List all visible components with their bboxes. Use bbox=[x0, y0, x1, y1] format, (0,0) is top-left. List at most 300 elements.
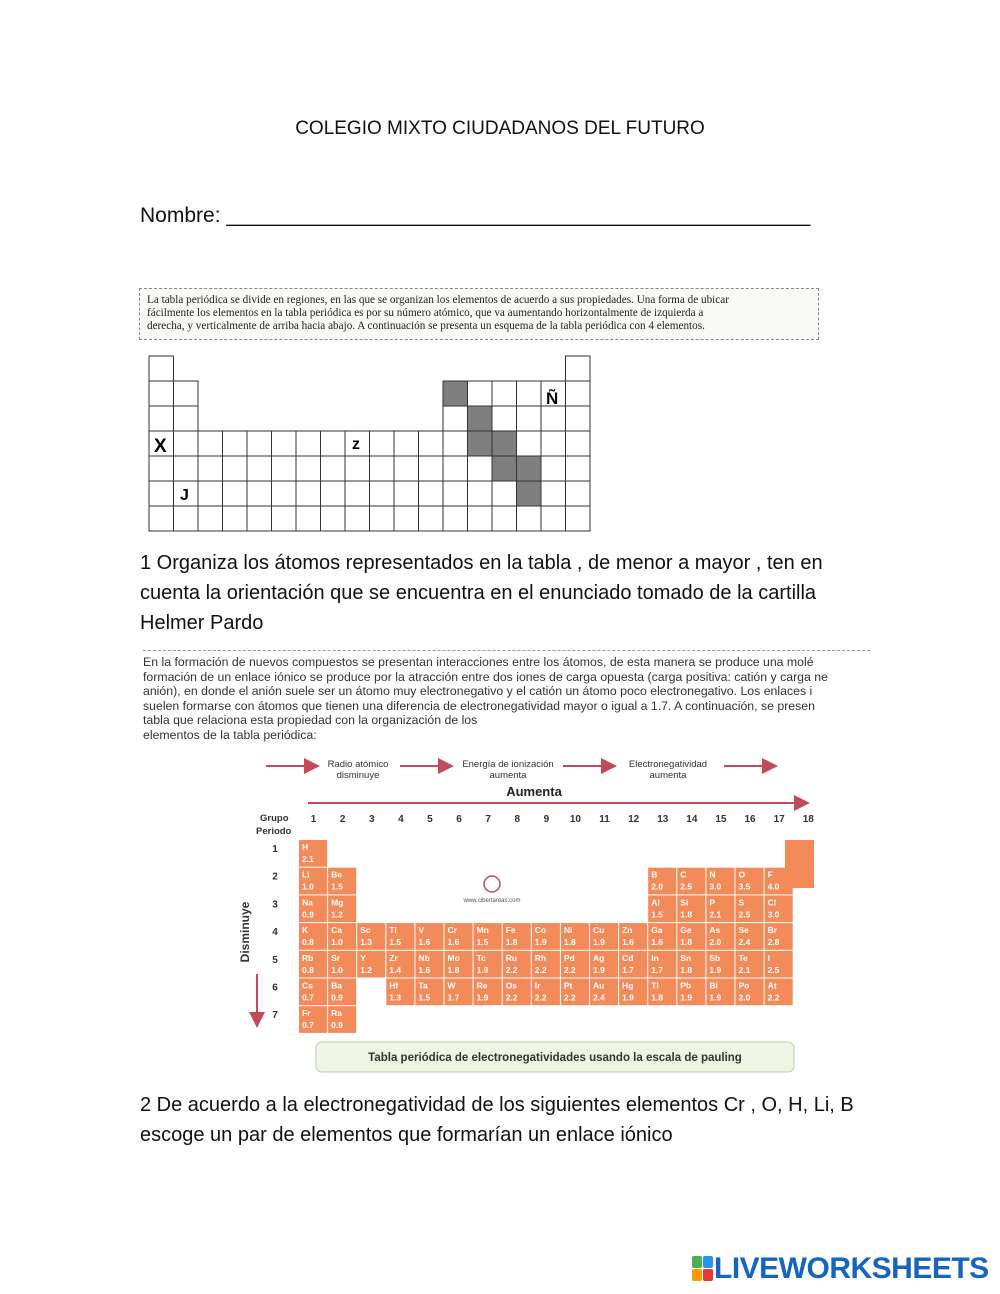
schema-cell bbox=[223, 506, 248, 531]
element-electronegativity: 4.0 bbox=[767, 881, 780, 892]
disminuye-label: Disminuye bbox=[238, 901, 252, 963]
element-electronegativity: 2.8 bbox=[767, 937, 780, 948]
schema-cell bbox=[443, 431, 468, 456]
element-cell bbox=[386, 923, 414, 950]
schema-cell bbox=[419, 431, 444, 456]
ionic-line: suelen formarse con átomos que tienen una diferencia de electronegatividad mayor o igual a 1.7. A continuación, se presen bbox=[143, 698, 815, 713]
schema-cell bbox=[198, 456, 223, 481]
element-symbol: Cu bbox=[593, 925, 605, 936]
element-symbol: Sc bbox=[360, 925, 371, 936]
period-label: 5 bbox=[272, 954, 278, 966]
element-electronegativity: 2.1 bbox=[709, 909, 722, 920]
element-symbol: Fr bbox=[302, 1008, 311, 1019]
element-cell bbox=[503, 979, 531, 1006]
element-cell bbox=[415, 979, 443, 1006]
element-symbol: Ti bbox=[389, 925, 397, 936]
element-symbol: B bbox=[651, 869, 658, 880]
schema-cell bbox=[541, 406, 566, 431]
element-cell bbox=[736, 923, 764, 950]
element-electronegativity: 1.9 bbox=[593, 937, 605, 948]
element-cell bbox=[474, 951, 502, 978]
element-electronegativity: 1.8 bbox=[505, 937, 518, 948]
element-electronegativity: 1.0 bbox=[331, 937, 343, 948]
element-cell bbox=[386, 979, 414, 1006]
schema-cell bbox=[321, 456, 346, 481]
element-cell bbox=[677, 868, 705, 895]
element-cell bbox=[561, 951, 589, 978]
element-cell bbox=[619, 951, 647, 978]
schema-cell bbox=[223, 456, 248, 481]
schema-cell bbox=[223, 431, 248, 456]
element-electronegativity: 1.8 bbox=[680, 964, 693, 975]
element-electronegativity: 2.0 bbox=[738, 992, 751, 1003]
schema-cell bbox=[443, 456, 468, 481]
schema-cell bbox=[321, 506, 346, 531]
period-label: 3 bbox=[272, 899, 278, 911]
schema-cell bbox=[370, 456, 395, 481]
element-electronegativity: 1.8 bbox=[447, 964, 460, 975]
element-electronegativity: 2.5 bbox=[767, 964, 780, 975]
element-electronegativity: 1.9 bbox=[622, 992, 634, 1003]
period-label: 1 bbox=[272, 844, 278, 855]
schema-shaded-cell bbox=[468, 406, 493, 431]
schema-cell bbox=[566, 381, 591, 406]
element-symbol: Zr bbox=[389, 952, 398, 963]
element-symbol: Br bbox=[767, 925, 778, 936]
ionic-line: formación de un enlace iónico se produce por la atracción entre dos iones de carga opuesta (carga positiva: catión y carga ne bbox=[143, 669, 828, 684]
element-cell bbox=[619, 979, 647, 1006]
element-cell bbox=[532, 979, 560, 1006]
schema-cell bbox=[566, 456, 591, 481]
schema-cell bbox=[345, 456, 370, 481]
schema-cell bbox=[517, 406, 542, 431]
element-cell bbox=[299, 840, 327, 867]
element-symbol: S bbox=[738, 897, 745, 908]
element-symbol: Ca bbox=[331, 925, 342, 936]
group-label: 2 bbox=[339, 814, 346, 825]
element-symbol: As bbox=[709, 925, 721, 936]
element-symbol: Be bbox=[331, 869, 342, 880]
element-electronegativity: 2.2 bbox=[563, 992, 576, 1003]
ionic-text-border bbox=[143, 650, 870, 651]
name-label: Nombre: bbox=[140, 204, 227, 227]
element-symbol: Bi bbox=[709, 980, 718, 991]
element-electronegativity: 1.9 bbox=[476, 992, 489, 1003]
aumenta-label: Aumenta bbox=[506, 784, 562, 799]
element-electronegativity: 1.9 bbox=[709, 964, 722, 975]
trend-ionization-line1: Energía de ionización bbox=[462, 759, 554, 770]
element-symbol: C bbox=[680, 869, 687, 880]
element-symbol: W bbox=[447, 980, 456, 991]
schema-cell bbox=[370, 431, 395, 456]
element-cell bbox=[415, 951, 443, 978]
group-label: 16 bbox=[744, 814, 756, 825]
group-label: 11 bbox=[599, 814, 610, 825]
element-electronegativity: 0.8 bbox=[302, 964, 314, 975]
schema-table bbox=[148, 355, 594, 533]
schema-cell bbox=[272, 456, 297, 481]
schema-cell bbox=[492, 506, 517, 531]
element-electronegativity: 1.7 bbox=[651, 964, 664, 975]
element-symbol: Al bbox=[651, 897, 660, 908]
element-electronegativity: 3.0 bbox=[767, 909, 780, 920]
schema-cell bbox=[541, 481, 566, 506]
element-cell bbox=[328, 951, 356, 978]
element-electronegativity: 2.4 bbox=[738, 937, 751, 948]
element-cell bbox=[357, 923, 385, 950]
schema-cell bbox=[566, 406, 591, 431]
element-symbol: Tl bbox=[651, 980, 659, 991]
element-electronegativity: 0.9 bbox=[331, 1020, 343, 1031]
electronegativity-table bbox=[228, 752, 828, 1077]
schema-cell bbox=[566, 506, 591, 531]
watermark-logo bbox=[484, 876, 500, 892]
element-symbol: P bbox=[709, 897, 716, 908]
element-electronegativity: 1.6 bbox=[418, 964, 431, 975]
element-electronegativity: 1.8 bbox=[680, 937, 693, 948]
ionic-line: tabla que relaciona esta propiedad con la organización de los bbox=[143, 713, 478, 727]
element-symbol: Ga bbox=[651, 925, 663, 936]
schema-cell bbox=[370, 481, 395, 506]
element-cell bbox=[736, 951, 764, 978]
caption-text: Tabla periódica de electronegatividades usando la escala de pauling bbox=[368, 1052, 742, 1064]
group-label: 4 bbox=[398, 814, 404, 825]
element-cell bbox=[299, 951, 327, 978]
grupo-label: Grupo bbox=[260, 813, 289, 824]
element-cell bbox=[474, 923, 502, 950]
element-electronegativity: 2.2 bbox=[534, 964, 547, 975]
element-symbol: H bbox=[302, 842, 309, 852]
element-symbol: Cl bbox=[767, 897, 777, 908]
ionic-line: elementos de la tabla periódica: bbox=[143, 727, 317, 742]
element-symbol: At bbox=[767, 980, 777, 991]
element-cell bbox=[357, 951, 385, 978]
schema-cell bbox=[174, 456, 199, 481]
element-symbol: Li bbox=[302, 869, 310, 880]
schema-cell bbox=[566, 431, 591, 456]
element-electronegativity: 1.9 bbox=[476, 964, 489, 975]
element-electronegativity: 0.9 bbox=[302, 909, 314, 920]
watermark-text: www.cibertareas.com bbox=[463, 898, 521, 904]
schema-cell bbox=[296, 431, 321, 456]
element-cell bbox=[328, 979, 356, 1006]
element-electronegativity: 3.0 bbox=[709, 881, 722, 892]
element-electronegativity: 2.0 bbox=[651, 881, 664, 892]
element-electronegativity: 1.8 bbox=[563, 937, 576, 948]
trend-ionization-line2: aumenta bbox=[489, 770, 527, 781]
element-cell bbox=[706, 979, 734, 1006]
schema-shaded-cell bbox=[517, 456, 542, 481]
element-electronegativity: 1.2 bbox=[331, 909, 343, 920]
schema-cell bbox=[394, 481, 419, 506]
element-electronegativity: 2.0 bbox=[709, 937, 722, 948]
element-electronegativity: 0.7 bbox=[302, 992, 314, 1003]
schema-cell bbox=[443, 481, 468, 506]
element-cell bbox=[677, 895, 705, 922]
element-cells bbox=[299, 840, 793, 1033]
liveworksheets-icon bbox=[692, 1256, 714, 1282]
name-field[interactable] bbox=[140, 204, 810, 228]
schema-cell bbox=[566, 481, 591, 506]
element-cell bbox=[590, 979, 618, 1006]
element-symbol: Ge bbox=[680, 925, 692, 936]
element-symbol: Sr bbox=[331, 952, 341, 963]
schema-cell bbox=[468, 481, 493, 506]
element-symbol: Ru bbox=[505, 952, 518, 963]
element-electronegativity: 1.5 bbox=[651, 909, 664, 920]
element-electronegativity: 0.8 bbox=[302, 937, 314, 948]
element-electronegativity: 1.3 bbox=[360, 937, 373, 948]
element-electronegativity: 1.6 bbox=[651, 937, 664, 948]
schema-grid bbox=[149, 356, 590, 531]
schema-shaded-cell bbox=[492, 431, 517, 456]
element-electronegativity: 1.8 bbox=[651, 992, 664, 1003]
element-electronegativity: 2.2 bbox=[505, 964, 518, 975]
element-cell bbox=[445, 923, 473, 950]
element-symbol: Co bbox=[534, 925, 547, 936]
schema-cell bbox=[321, 431, 346, 456]
element-electronegativity: 1.6 bbox=[622, 937, 634, 948]
group-label: 17 bbox=[773, 814, 785, 825]
element-electronegativity: 1.7 bbox=[447, 992, 460, 1003]
element-cell bbox=[765, 868, 793, 895]
schema-cell bbox=[394, 431, 419, 456]
element-electronegativity: 3.5 bbox=[738, 881, 751, 892]
schema-cell bbox=[321, 481, 346, 506]
period-label: 7 bbox=[272, 1010, 278, 1022]
element-cell bbox=[503, 951, 531, 978]
schema-cell bbox=[247, 481, 272, 506]
schema-cell bbox=[370, 506, 395, 531]
group-label: 10 bbox=[569, 814, 582, 825]
element-electronegativity: 1.5 bbox=[389, 937, 402, 948]
schema-cell bbox=[394, 506, 419, 531]
element-symbol: Te bbox=[738, 952, 748, 963]
period-labels bbox=[272, 844, 278, 1021]
ionic-line: En la formación de nuevos compuestos se presentan interacciones entre los átomos, de esta manera se produce una molé bbox=[143, 655, 814, 669]
element-electronegativity: 0.7 bbox=[302, 1020, 314, 1031]
group-label: 18 bbox=[802, 814, 814, 825]
schema-cell bbox=[566, 356, 591, 381]
schema-cell bbox=[394, 456, 419, 481]
trend-electroneg-line2: aumenta bbox=[649, 770, 687, 781]
element-cell bbox=[677, 951, 705, 978]
group-label: 6 bbox=[456, 814, 462, 825]
group-label: 1 bbox=[310, 814, 317, 825]
schema-shaded-cell bbox=[517, 481, 542, 506]
element-cell bbox=[736, 979, 764, 1006]
schema-cell bbox=[468, 456, 493, 481]
element-cell bbox=[445, 951, 473, 978]
element-symbol: Mn bbox=[476, 925, 489, 936]
schema-cell bbox=[247, 431, 272, 456]
schema-cell bbox=[517, 381, 542, 406]
schema-cell bbox=[149, 481, 174, 506]
schema-shaded-cell bbox=[492, 456, 517, 481]
schema-cell bbox=[541, 456, 566, 481]
element-cell bbox=[299, 868, 327, 895]
ionic-bond-text bbox=[143, 655, 873, 755]
schema-cell bbox=[492, 481, 517, 506]
element-electronegativity: 1.3 bbox=[389, 992, 402, 1003]
schema-cell bbox=[198, 431, 223, 456]
element-electronegativity: 1.8 bbox=[680, 909, 693, 920]
element-symbol: K bbox=[302, 925, 309, 936]
element-electronegativity: 1.9 bbox=[593, 964, 605, 975]
schema-cell bbox=[443, 406, 468, 431]
element-cell bbox=[648, 923, 676, 950]
schema-cell bbox=[492, 381, 517, 406]
element-electronegativity: 2.1 bbox=[302, 854, 314, 864]
element-symbol: Os bbox=[505, 980, 518, 991]
element-symbol: Cr bbox=[447, 925, 457, 936]
element-symbol: Mo bbox=[447, 952, 460, 963]
element-cell bbox=[736, 868, 764, 895]
schema-cell bbox=[149, 356, 174, 381]
group-label: 5 bbox=[427, 814, 433, 825]
trend-radius-line1: Radio atómico bbox=[327, 759, 389, 770]
element-electronegativity: 2.1 bbox=[738, 964, 751, 975]
element-symbol: Re bbox=[476, 980, 488, 991]
schema-cell bbox=[223, 481, 248, 506]
element-cell bbox=[474, 979, 502, 1006]
schema-shaded-cell bbox=[443, 381, 468, 406]
schema-cell bbox=[174, 406, 199, 431]
liveworksheets-logo bbox=[692, 1252, 989, 1286]
element-cell bbox=[445, 979, 473, 1006]
schema-cell bbox=[198, 506, 223, 531]
group-label: 3 bbox=[368, 814, 375, 825]
element-electronegativity: 1.6 bbox=[418, 937, 431, 948]
element-symbol: Ir bbox=[534, 980, 541, 991]
page-title: COLEGIO MIXTO CIUDADANOS DEL FUTURO bbox=[295, 118, 705, 139]
element-electronegativity: 1.6 bbox=[447, 937, 460, 948]
element-cell bbox=[765, 895, 793, 922]
element-cell bbox=[561, 923, 589, 950]
schema-cell bbox=[149, 456, 174, 481]
schema-cell bbox=[149, 406, 174, 431]
schema-cell bbox=[345, 481, 370, 506]
element-electronegativity: 2.5 bbox=[680, 881, 693, 892]
group-label: 15 bbox=[715, 814, 727, 825]
element-cell bbox=[561, 979, 589, 1006]
element-symbol: Rh bbox=[534, 952, 547, 963]
element-cell bbox=[765, 979, 793, 1006]
schema-cell bbox=[272, 506, 297, 531]
element-symbol: In bbox=[651, 952, 659, 963]
element-cell bbox=[299, 895, 327, 922]
element-cell bbox=[532, 923, 560, 950]
element-symbol: Ra bbox=[331, 1008, 342, 1019]
element-electronegativity: 1.5 bbox=[418, 992, 431, 1003]
group-labels bbox=[311, 814, 814, 825]
element-symbol: Po bbox=[738, 980, 750, 991]
element-symbol: Si bbox=[680, 897, 689, 908]
schema-cell bbox=[272, 481, 297, 506]
element-symbol: N bbox=[709, 869, 716, 880]
element-symbol: Tc bbox=[476, 952, 486, 963]
element-electronegativity: 2.2 bbox=[563, 964, 576, 975]
element-symbol: Ba bbox=[331, 980, 342, 991]
intro-line: La tabla periódica se divide en regiones, en las que se organizan los elementos de acuerdo a sus propiedades. Una forma de ubicar bbox=[147, 294, 729, 306]
group-label: 7 bbox=[485, 814, 491, 825]
element-symbol: Pd bbox=[563, 952, 575, 963]
element-symbol: O bbox=[738, 869, 746, 880]
element-symbol: Zn bbox=[622, 925, 633, 936]
element-symbol: V bbox=[418, 925, 425, 936]
schema-cell bbox=[419, 506, 444, 531]
question-2: 2 De acuerdo a la electronegatividad de los siguientes elementos Cr , O, H, Li, B escoge un par de elementos que formarían un enlace iónico bbox=[140, 1094, 854, 1146]
element-electronegativity: 1.9 bbox=[680, 992, 693, 1003]
element-cell bbox=[648, 951, 676, 978]
element-electronegativity: 1.5 bbox=[476, 937, 489, 948]
period-label: 2 bbox=[272, 871, 278, 883]
element-cell bbox=[706, 868, 734, 895]
element-cell bbox=[648, 868, 676, 895]
element-electronegativity: 1.2 bbox=[360, 964, 373, 975]
schema-cell bbox=[174, 381, 199, 406]
element-symbol: Hg bbox=[622, 980, 634, 991]
schema-shaded-cell bbox=[468, 431, 493, 456]
schema-cell bbox=[149, 506, 174, 531]
element-electronegativity: 2.5 bbox=[738, 909, 751, 920]
element-cell bbox=[299, 1006, 327, 1033]
schema-cell bbox=[174, 506, 199, 531]
element-electronegativity: 2.2 bbox=[505, 992, 518, 1003]
element-cell bbox=[736, 895, 764, 922]
element-symbol: Pb bbox=[680, 980, 692, 991]
element-symbol: Ta bbox=[418, 980, 428, 991]
group-label: 13 bbox=[657, 814, 669, 825]
element-electronegativity: 1.7 bbox=[622, 964, 634, 975]
schema-cell bbox=[296, 481, 321, 506]
schema-cell bbox=[247, 506, 272, 531]
intro-text-box bbox=[139, 288, 819, 340]
period-label: 6 bbox=[272, 982, 278, 994]
group-label: 8 bbox=[514, 814, 521, 825]
element-cell bbox=[765, 923, 793, 950]
name-blank[interactable]: __________________________________________________ bbox=[226, 204, 811, 227]
element-symbol: Na bbox=[302, 897, 313, 908]
element-symbol: Y bbox=[360, 952, 366, 963]
schema-cell bbox=[541, 506, 566, 531]
schema-cell bbox=[517, 506, 542, 531]
intro-line: derecha, y verticalmente de arriba hacia abajo. A continuación se presenta un esquema de la tabla periódica con 4 elementos. bbox=[147, 320, 705, 332]
trend-radius-line2: disminuye bbox=[336, 770, 380, 781]
element-symbol: Hf bbox=[389, 980, 399, 991]
element-electronegativity: 2.4 bbox=[593, 992, 605, 1003]
element-cell bbox=[765, 951, 793, 978]
element-symbol: Cd bbox=[622, 952, 634, 963]
element-electronegativity: 2.2 bbox=[534, 992, 547, 1003]
schema-cell bbox=[198, 481, 223, 506]
element-electronegativity: 2.2 bbox=[767, 992, 780, 1003]
element-j-label: J bbox=[180, 487, 189, 504]
element-symbol: Sb bbox=[709, 952, 721, 963]
element-cell bbox=[299, 979, 327, 1006]
element-z-label: z bbox=[352, 436, 360, 453]
period-label: 4 bbox=[272, 927, 278, 939]
element-cell bbox=[386, 951, 414, 978]
element-electronegativity: 1.9 bbox=[709, 992, 722, 1003]
schema-cell bbox=[541, 431, 566, 456]
element-symbol: Fe bbox=[505, 925, 516, 936]
element-cell bbox=[706, 895, 734, 922]
question-1: 1 Organiza los átomos representados en la tabla , de menor a mayor , ten en cuenta la orientación que se encuentra en el enunciado tomado de la cartilla Helmer Pardo bbox=[140, 552, 823, 634]
schema-cell bbox=[247, 456, 272, 481]
element-x-label: X bbox=[154, 436, 167, 457]
element-symbol: I bbox=[767, 952, 770, 963]
